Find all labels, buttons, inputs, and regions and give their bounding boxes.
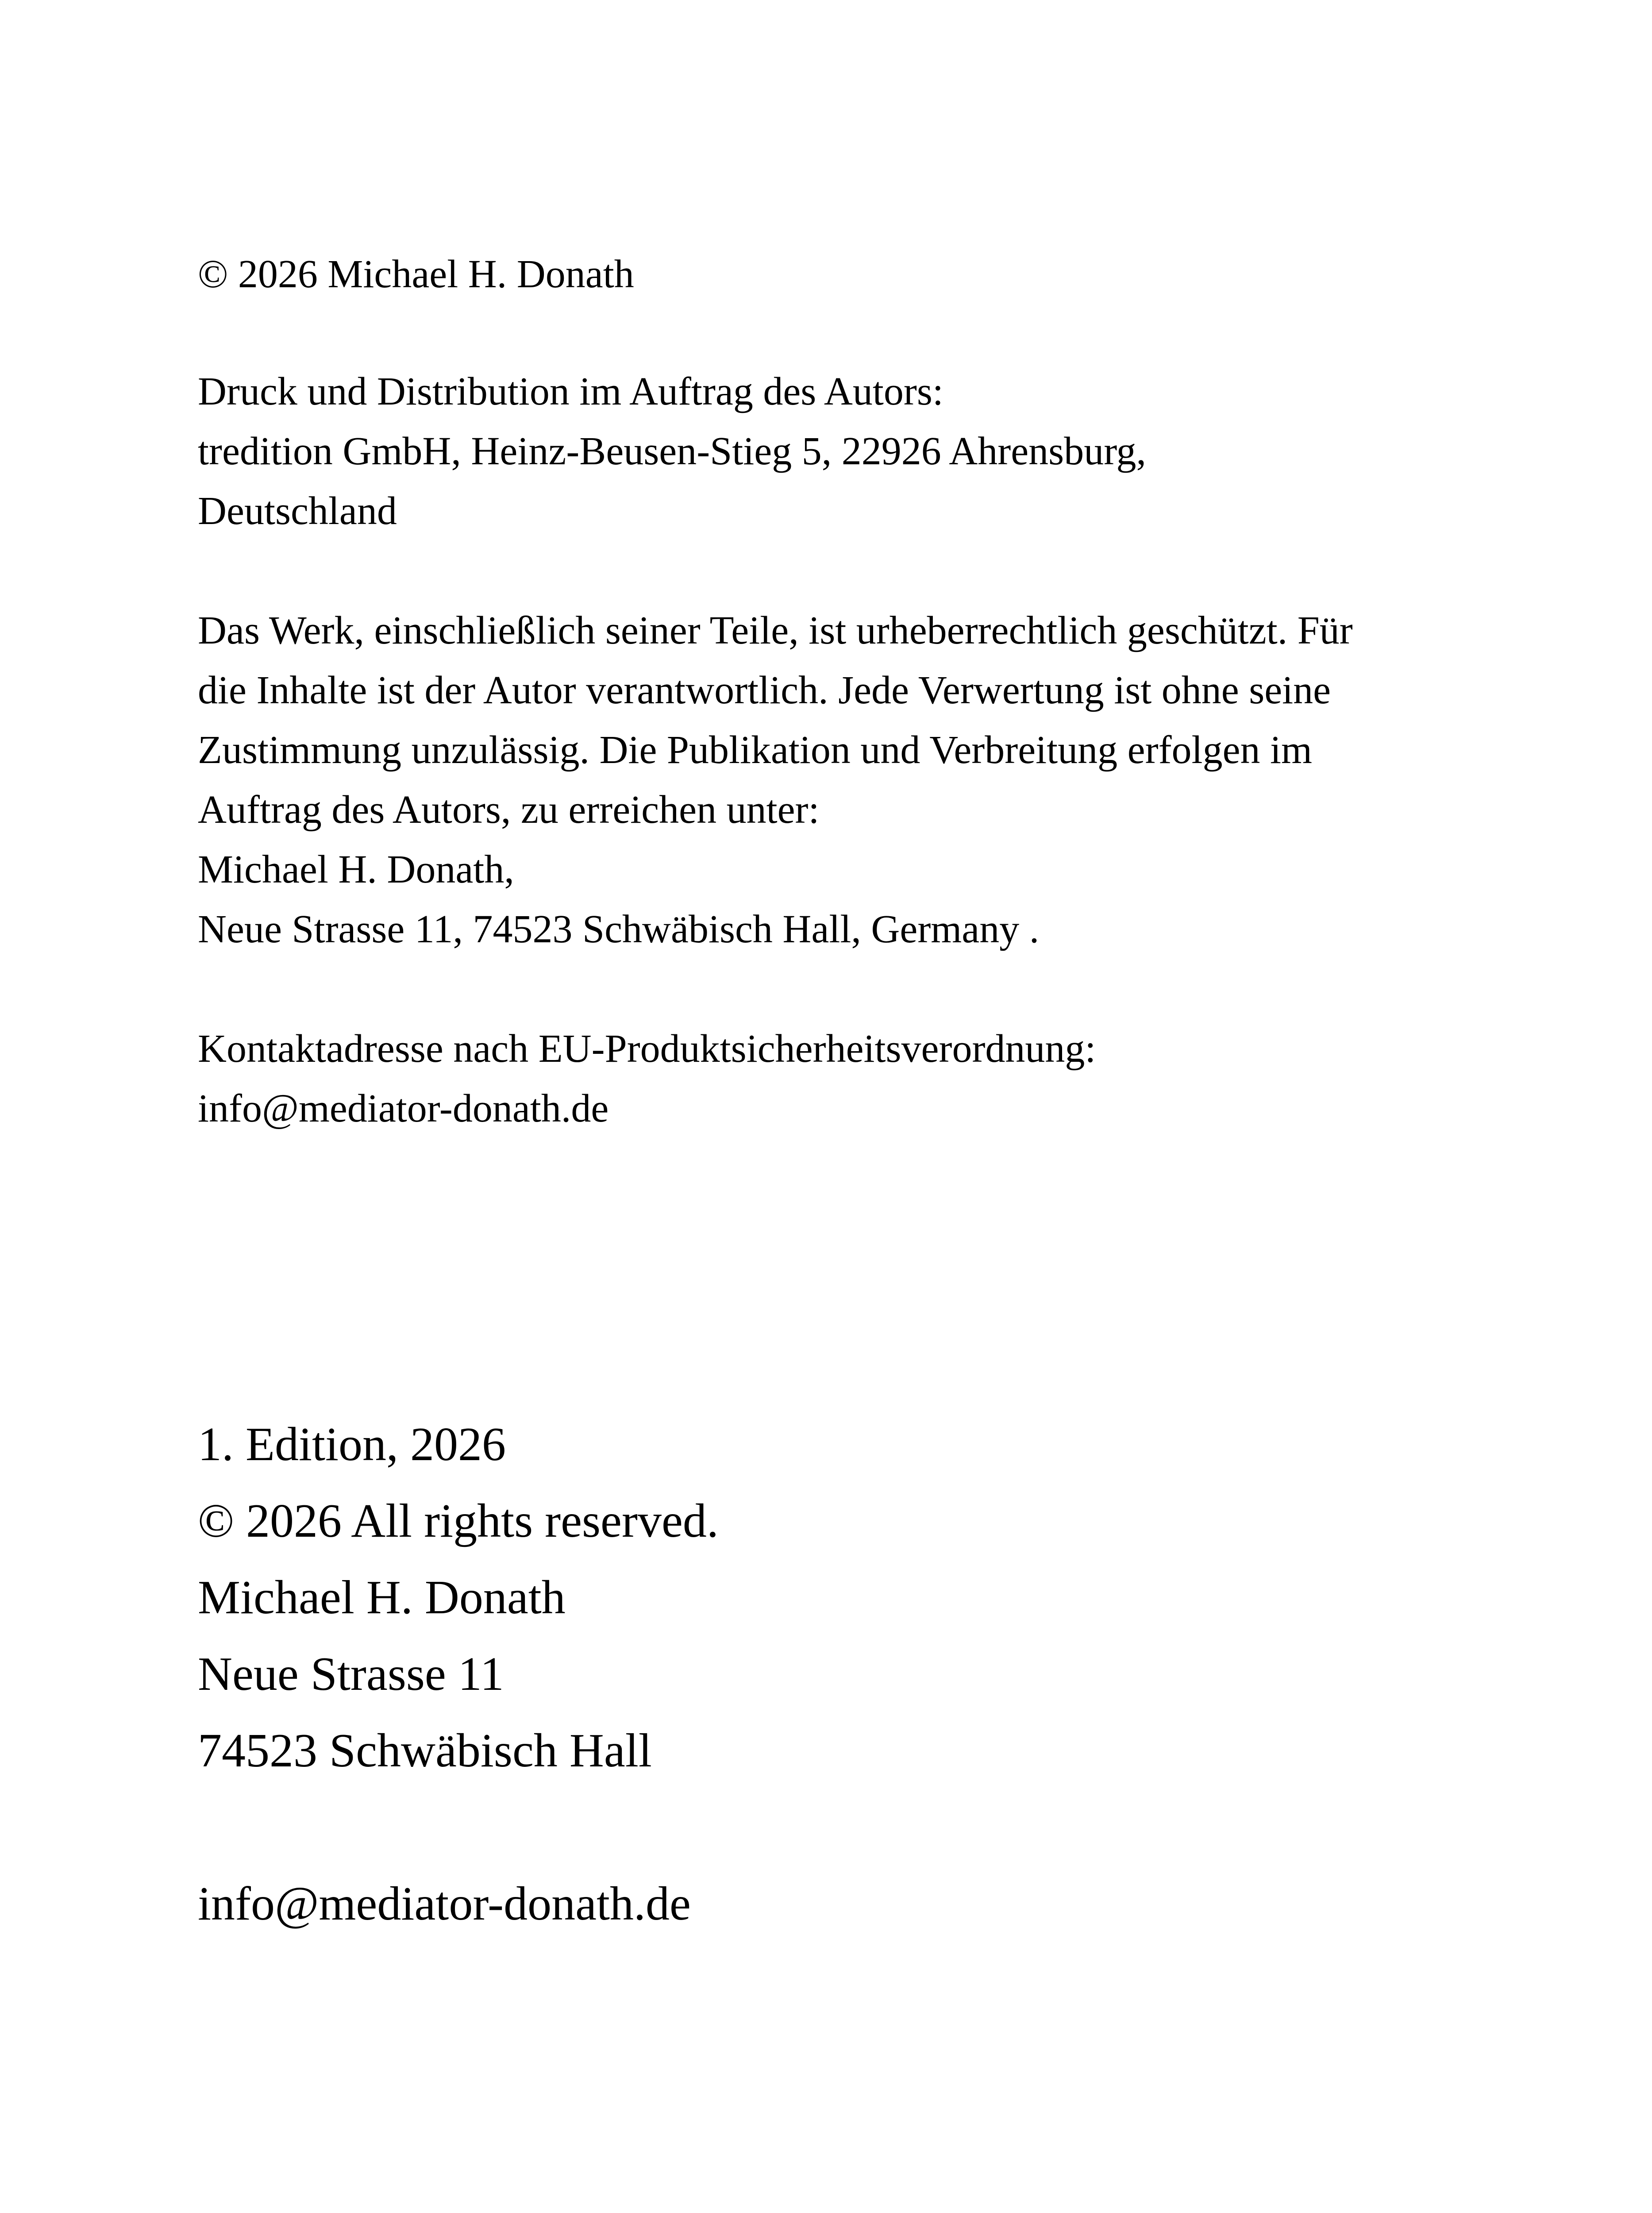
rights-line-4: Auftrag des Autors, zu erreichen unter: bbox=[198, 788, 820, 832]
print-line-1: Druck und Distribution im Auftrag des Autors: bbox=[198, 370, 943, 413]
rights-line-3: Zustimmung unzulässig. Die Publikation und Verbreitung erfolgen im bbox=[198, 728, 1313, 772]
rights-line-1: Das Werk, einschließlich seiner Teile, ist urheberrechtlich geschützt. Für bbox=[198, 609, 1353, 652]
rights-line-2: die Inhalte ist der Autor verantwortlich. Jede Verwertung ist ohne seine bbox=[198, 668, 1331, 712]
edition-line: 1. Edition, 2026 bbox=[198, 1418, 506, 1471]
author-street: Neue Strasse 11 bbox=[198, 1648, 504, 1700]
rights-line-5: Michael H. Donath, bbox=[198, 848, 514, 891]
print-line-2: tredition GmbH, Heinz-Beusen-Stieg 5, 22926 Ahrensburg, bbox=[198, 429, 1147, 473]
author-name: Michael H. Donath bbox=[198, 1571, 566, 1624]
author-email[interactable]: info@mediator-donath.de bbox=[198, 1878, 691, 1930]
rights-line-6: Neue Strasse 11, 74523 Schwäbisch Hall, Germany . bbox=[198, 907, 1040, 951]
copyright-line: © 2026 Michael H. Donath bbox=[198, 252, 634, 296]
author-city: 74523 Schwäbisch Hall bbox=[198, 1724, 652, 1777]
contact-label: Kontaktadresse nach EU-Produktsicherheitsverordnung: bbox=[198, 1027, 1096, 1071]
contact-email[interactable]: info@mediator-donath.de bbox=[198, 1087, 609, 1130]
all-rights-line: © 2026 All rights reserved. bbox=[198, 1495, 719, 1547]
print-line-3: Deutschland bbox=[198, 489, 397, 533]
